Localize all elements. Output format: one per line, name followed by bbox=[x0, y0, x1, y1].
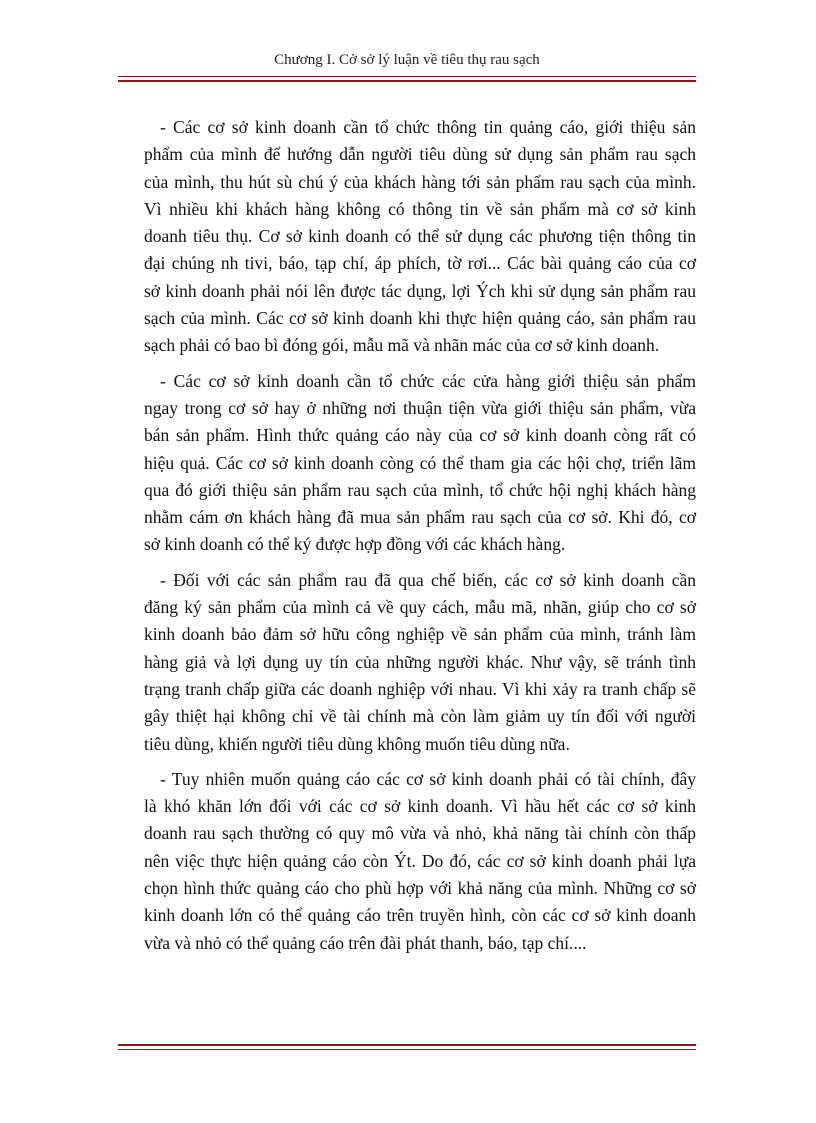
text-line: nên việc thực hiện quảng cáo còn Ýt. Do đó, các cơ sở kinh doanh phải lựa bbox=[144, 850, 696, 871]
footer-divider-thick bbox=[118, 1044, 696, 1046]
text-line: nhằm cám ơn khách hàng đã mua sản phẩm rau sạch của cơ sở. Khi đó, cơ bbox=[144, 507, 696, 528]
footer-divider-thin bbox=[118, 1049, 696, 1050]
text-line: hiệu quả. Các cơ sở kinh doanh còng có thể tham gia các hội chợ, triển lãm bbox=[144, 452, 696, 473]
text-line: đại chúng nh tivi, báo, tạp chí, áp phích, tờ rơi... Các bài quảng cáo của cơ bbox=[144, 253, 696, 274]
text-line: - Đối với các sản phẩm rau đã qua chế biến, các cơ sở kinh doanh cần bbox=[160, 569, 696, 590]
text-line: sở kinh doanh có thể ký được hợp đồng với các khách hàng. bbox=[144, 534, 566, 555]
header-divider-thin bbox=[118, 76, 696, 77]
text-line: Vì nhiều khi khách hàng không có thông tin về sản phẩm mà cơ sở kinh bbox=[144, 198, 696, 219]
text-line: doanh tiêu thụ. Cơ sở kinh doanh có thể sử dụng các phương tiện thông tin bbox=[144, 226, 696, 247]
text-line: - Các cơ sở kinh doanh cần tổ chức thông tin quảng cáo, giới thiệu sản bbox=[160, 117, 696, 137]
text-line: - Các cơ sở kinh doanh cần tổ chức các cửa hàng giới thiệu sản phẩm bbox=[160, 370, 696, 391]
text-line: đăng ký sản phẩm của mình cả về quy cách, mẫu mã, nhãn, giúp cho cơ sở bbox=[144, 597, 696, 618]
chapter-title: Chương I. Cở sở lý luận về tiêu thụ rau sạch bbox=[274, 52, 540, 68]
text-line: - Tuy nhiên muốn quảng cáo các cơ sở kinh doanh phải có tài chính, đây bbox=[160, 768, 696, 789]
text-line: doanh rau sạch thường có quy mô vừa và nhỏ, khả năng tài chính còn thấp bbox=[144, 823, 696, 844]
text-line: kinh doanh lớn có thể quảng cáo trên truyền hình, còn các cơ sở kinh doanh bbox=[144, 905, 696, 926]
text-line: trạng tranh chấp giữa các doanh nghiệp với nhau. Vì khi xảy ra tranh chấp sẽ bbox=[144, 678, 696, 699]
paragraph-product-registration bbox=[144, 567, 696, 758]
text-line: vừa và nhỏ có thể quảng cáo trên đài phát thanh, báo, tạp chí.... bbox=[144, 932, 587, 953]
page-header bbox=[118, 50, 696, 70]
paragraph-financial-constraints bbox=[144, 766, 696, 957]
paragraph-advertising-info bbox=[144, 114, 696, 360]
text-line: sạch của mình. Các cơ sở kinh doanh khi thực hiện quảng cáo, sản phẩm rau bbox=[144, 308, 696, 329]
text-line: sạch phải có bao bì đóng gói, mẫu mã và nhãn mác của cơ sở kinh doanh. bbox=[144, 335, 660, 356]
page-footer bbox=[118, 1044, 696, 1056]
text-line: sở kinh doanh phải nói lên được tác dụng, lợi Ých khi sử dụng sản phẩm rau bbox=[144, 280, 696, 301]
text-line: gây thiệt hại không chỉ về tài chính mà còn làm giảm uy tín đối với người bbox=[144, 706, 696, 727]
header-divider-thick bbox=[118, 80, 696, 82]
text-line: kinh doanh bảo đảm sở hữu công nghiệp về sản phẩm của mình, tránh làm bbox=[144, 624, 696, 645]
text-line: tiêu dùng, khiến người tiêu dùng không muốn tiêu dùng nữa. bbox=[144, 733, 570, 754]
document-body bbox=[144, 114, 696, 965]
text-line: chọn hình thức quảng cáo cho phù hợp với khả năng của mình. Những cơ sở bbox=[144, 878, 696, 899]
text-line: là khó khăn lớn đối với các cơ sở kinh doanh. Vì hầu hết các cơ sở kinh bbox=[144, 796, 696, 817]
text-line: ngay trong cơ sở hay ở những nơi thuận tiện vừa giới thiệu sản phẩm, vừa bbox=[144, 397, 696, 418]
paragraph-showrooms bbox=[144, 368, 696, 559]
text-line: hàng giả và lợi dụng uy tín của những người khác. Như vậy, sẽ tránh tình bbox=[144, 651, 696, 672]
text-line: của mình, thu hút sù chú ý của khách hàng tới sản phẩm rau sạch của mình. bbox=[144, 171, 696, 192]
text-line: phẩm của mình để hướng dẫn người tiêu dùng sử dụng sản phẩm rau sạch bbox=[144, 144, 696, 165]
text-line: qua đó giới thiệu sản phẩm rau sạch của mình, tổ chức hội nghị khách hàng bbox=[144, 479, 696, 500]
text-line: bán sản phẩm. Hình thức quảng cáo này của cơ sở kinh doanh còng rất có bbox=[144, 425, 696, 446]
